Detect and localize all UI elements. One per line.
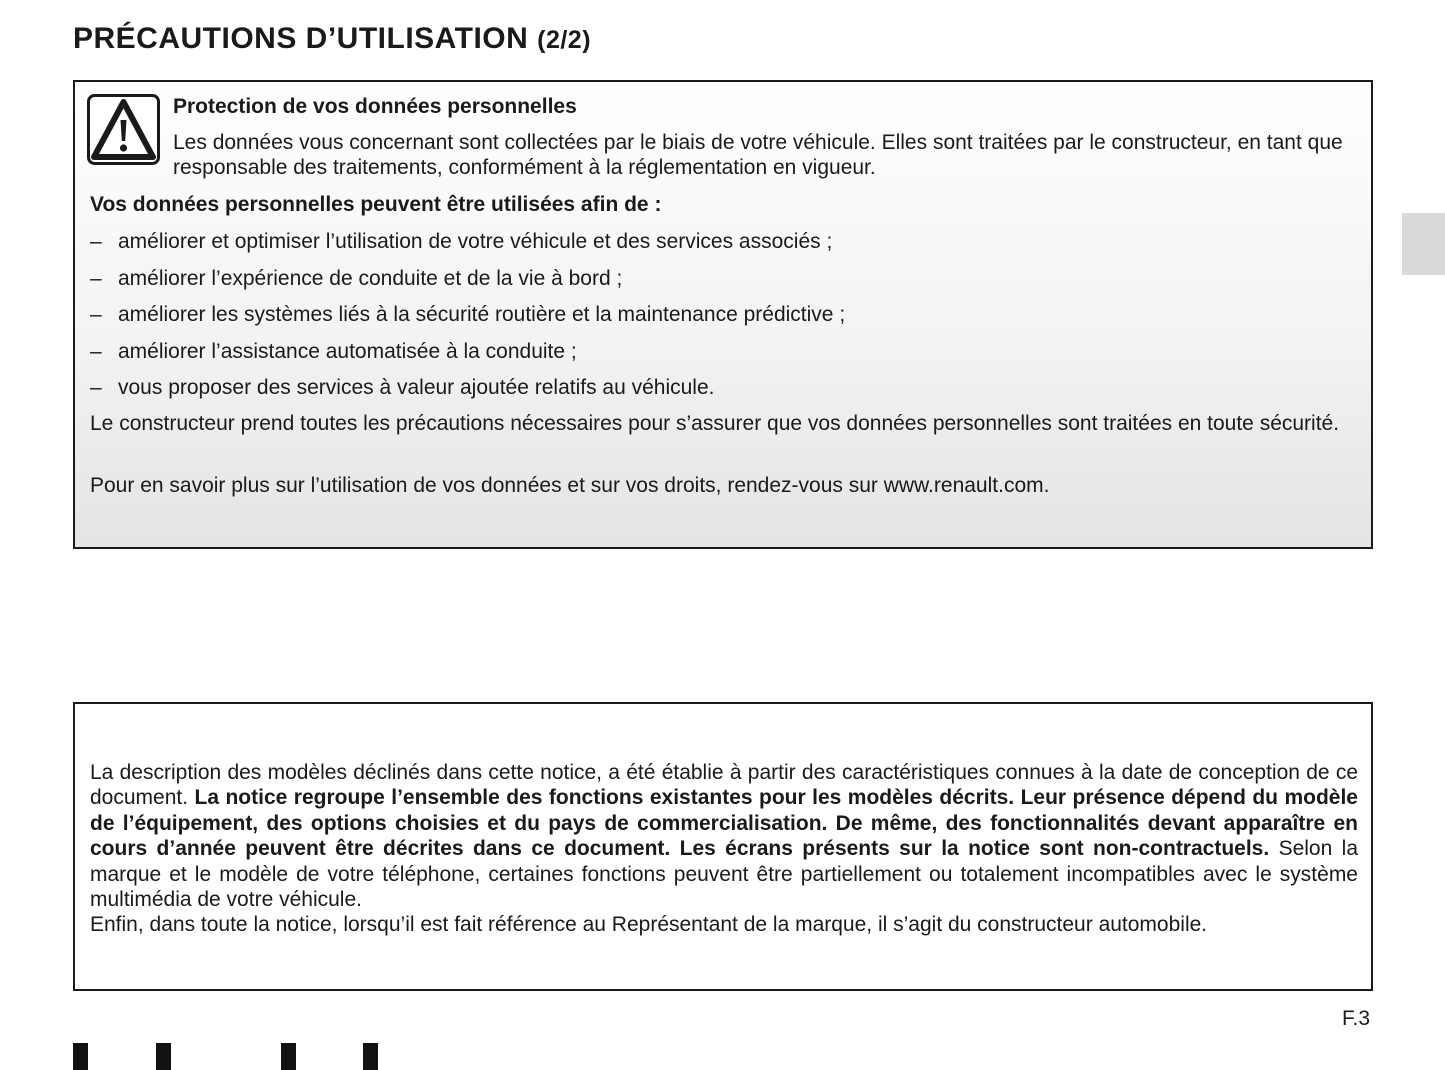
list-item-text: vous proposer des services à valeur ajoutée relatifs au véhicule. [118,376,715,399]
crop-mark [156,1043,171,1070]
manual-disclaimer-box [73,702,1373,991]
page-title [73,22,591,56]
page-title-suffix: (2/2) [537,26,592,54]
list-item [90,339,1360,376]
disclaimer-text-bold: La notice regroupe l’ensemble des fonctions existantes pour les modèles décrits. Leur présence dépend du modèle de l’équipement, des options choisies et du pays de commercialisation. De même, des fonctionnalités devant apparaître en cours d’année peuvent être décrites dans ce document. Les écrans présents sur la notice sont non-contractuels. [90,786,1358,861]
list-item [90,375,1360,412]
list-item-text: améliorer et optimiser l’utilisation de votre véhicule et des services associés ; [118,230,833,253]
personal-data-warning-box [73,80,1373,549]
list-dash: – [90,376,102,399]
list-dash: – [90,266,102,290]
list-dash: – [90,303,102,326]
warning-triangle-icon [87,94,160,165]
warning-intro-text: Les données vous concernant sont collectées par le biais de votre véhicule. Elles sont traitées par le constructeur, en tant que responsable des traitements, conformément à la réglementation en vigueur. [173,131,1343,179]
disclaimer-text-part-3: Selon la marque et le modèle de votre téléphone, certaines fonctions peuvent être partiellement ou totalement incompatibles avec le système multimédia de votre véhicule. [90,837,1358,912]
page-number: F.3 [1342,1007,1371,1030]
list-item-text: améliorer l’assistance automatisée à la conduite ; [118,339,577,363]
list-item-text: améliorer l’expérience de conduite et de la vie à bord ; [118,266,623,290]
side-section-tab [1402,213,1445,275]
list-item [90,229,1360,266]
crop-mark [363,1043,378,1070]
disclaimer-text-part-1: La description des modèles déclinés dans cette notice, a été établie à partir des caractéristiques connues à la date de conception de ce document. [90,761,1358,810]
page-title-text: PRÉCAUTIONS D’UTILISATION [73,22,529,55]
more-info-paragraph: Pour en savoir plus sur l’utilisation de vos données et sur vos droits, rendez-vous sur www.renault.com. [90,474,1050,497]
crop-mark [73,1043,88,1070]
data-usage-lead: Vos données personnelles peuvent être utilisées afin de : [90,193,662,216]
list-item-text: améliorer les systèmes liés à la sécurité routière et la maintenance prédictive ; [118,303,846,326]
data-usage-list [90,229,1360,412]
crop-mark [281,1043,296,1070]
list-dash: – [90,339,102,363]
disclaimer-text-part-4: Enfin, dans toute la notice, lorsqu’il est fait référence au Représentant de la marque, il s’agit du constructeur automobile. [90,913,1208,937]
list-dash: – [90,230,102,253]
disclaimer-text [90,760,1358,938]
list-item [90,302,1360,339]
warning-heading: Protection de vos données personnelles [173,95,577,118]
security-paragraph: Le constructeur prend toutes les précautions nécessaires pour s’assurer que vos données personnelles sont traitées en toute sécurité. [90,412,1340,435]
list-item [90,266,1360,303]
